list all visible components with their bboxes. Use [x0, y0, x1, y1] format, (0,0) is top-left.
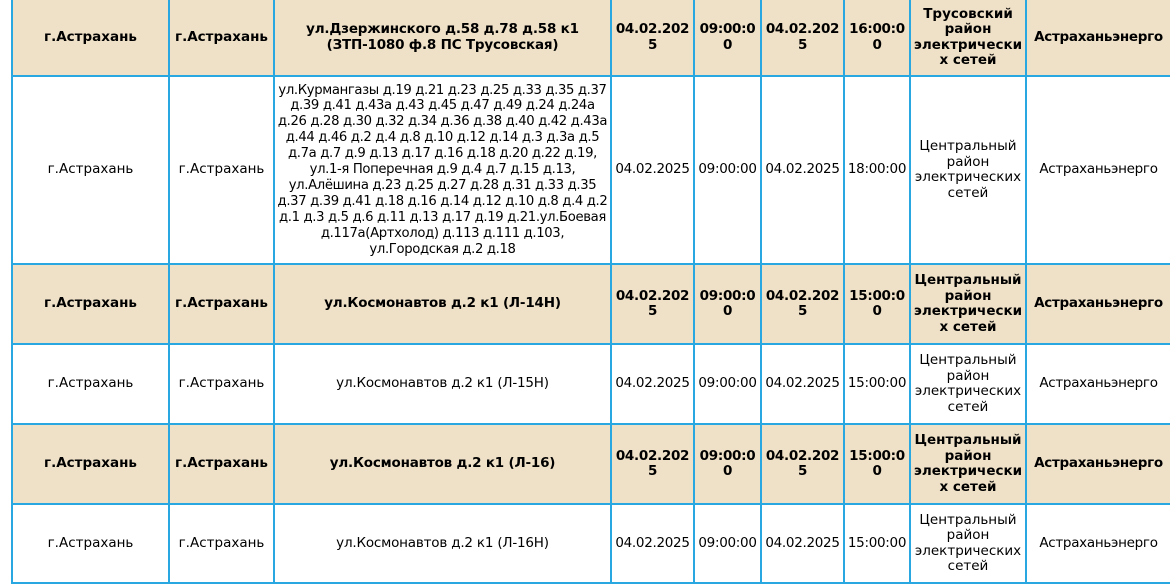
organization-cell: Астраханьэнерго — [1026, 424, 1170, 504]
start-time-cell: 09:00:00 — [694, 504, 761, 583]
start-date-cell: 04.02.2025 — [611, 0, 694, 76]
organization-cell: Астраханьэнерго — [1026, 0, 1170, 76]
organization-cell: Астраханьэнерго — [1026, 504, 1170, 583]
end-time-cell: 15:00:00 — [844, 504, 910, 583]
locality-cell: г.Астрахань — [169, 344, 274, 424]
organization-cell: Астраханьэнерго — [1026, 76, 1170, 264]
region-cell: г.Астрахань — [12, 264, 169, 344]
address-cell: ул.Космонавтов д.2 к1 (Л-16Н) — [274, 504, 611, 583]
end-time-cell: 18:00:00 — [844, 76, 910, 264]
end-date-cell: 04.02.2025 — [761, 504, 844, 583]
region-cell: г.Астрахань — [12, 76, 169, 264]
start-date-cell: 04.02.2025 — [611, 344, 694, 424]
end-time-cell: 15:00:00 — [844, 264, 910, 344]
start-time-cell: 09:00:00 — [694, 0, 761, 76]
locality-cell: г.Астрахань — [169, 264, 274, 344]
start-date-cell: 04.02.2025 — [611, 424, 694, 504]
end-date-cell: 04.02.2025 — [761, 76, 844, 264]
end-date-cell: 04.02.2025 — [761, 344, 844, 424]
locality-cell: г.Астрахань — [169, 0, 274, 76]
address-cell: ул.Космонавтов д.2 к1 (Л-15Н) — [274, 344, 611, 424]
table-row — [12, 344, 1170, 424]
district-cell: Центральный район электрических сетей — [910, 424, 1026, 504]
address-cell: ул.Космонавтов д.2 к1 (Л-14Н) — [274, 264, 611, 344]
locality-cell: г.Астрахань — [169, 504, 274, 583]
region-cell: г.Астрахань — [12, 504, 169, 583]
start-time-cell: 09:00:00 — [694, 424, 761, 504]
start-date-cell: 04.02.2025 — [611, 504, 694, 583]
table-row — [12, 424, 1170, 504]
end-date-cell: 04.02.2025 — [761, 0, 844, 76]
address-cell: ул.Дзержинского д.58 д.78 д.58 к1 (ЗТП-1080 ф.8 ПС Трусовская) — [274, 0, 611, 76]
region-cell: г.Астрахань — [12, 344, 169, 424]
start-time-cell: 09:00:00 — [694, 76, 761, 264]
table-row — [12, 264, 1170, 344]
end-date-cell: 04.02.2025 — [761, 264, 844, 344]
region-cell: г.Астрахань — [12, 424, 169, 504]
region-cell: г.Астрахань — [12, 0, 169, 76]
organization-cell: Астраханьэнерго — [1026, 344, 1170, 424]
end-time-cell: 16:00:00 — [844, 0, 910, 76]
start-time-cell: 09:00:00 — [694, 344, 761, 424]
start-date-cell: 04.02.2025 — [611, 264, 694, 344]
district-cell: Центральный район электрических сетей — [910, 76, 1026, 264]
start-time-cell: 09:00:00 — [694, 264, 761, 344]
locality-cell: г.Астрахань — [169, 76, 274, 264]
district-cell: Центральный район электрических сетей — [910, 504, 1026, 583]
end-time-cell: 15:00:00 — [844, 344, 910, 424]
district-cell: Трусовский район электрических сетей — [910, 0, 1026, 76]
locality-cell: г.Астрахань — [169, 424, 274, 504]
end-time-cell: 15:00:00 — [844, 424, 910, 504]
table-row — [12, 504, 1170, 583]
table-row — [12, 76, 1170, 264]
table-row — [12, 0, 1170, 76]
address-cell: ул.Курмангазы д.19 д.21 д.23 д.25 д.33 д.35 д.37 д.39 д.41 д.43а д.43 д.45 д.47 д.49 д.24 д.24а д.26 д.28 д.30 д.32 д.34 д.36 д.38 д.40 д.42 д.43а д.44 д.46 д.2 д.4 д.8 д.10 д.12 д.14 д.3 д.3а д.5 д.7а д.7 д.9 д.13 д.17 д.16 д.18 д.20 д.22 д.19, ул.1-я Поперечная д.9 д.4 д.7 д.15 д.13, ул.Алёшина д.23 д.25 д.27 д.28 д.31 д.33 д.35 д.37 д.39 д.41 д.18 д.16 д.14 д.12 д.10 д.8 д.4 д.2 д.1 д.3 д.5 д.6 д.11 д.13 д.17 д.19 д.21.ул.Боевая д.117а(Артхолод) д.113 д.111 д.103, ул.Городская д.2 д.18 — [274, 76, 611, 264]
power-outage-table — [11, 0, 1170, 584]
end-date-cell: 04.02.2025 — [761, 424, 844, 504]
start-date-cell: 04.02.2025 — [611, 76, 694, 264]
district-cell: Центральный район электрических сетей — [910, 344, 1026, 424]
address-cell: ул.Космонавтов д.2 к1 (Л-16) — [274, 424, 611, 504]
organization-cell: Астраханьэнерго — [1026, 264, 1170, 344]
district-cell: Центральный район электрических сетей — [910, 264, 1026, 344]
